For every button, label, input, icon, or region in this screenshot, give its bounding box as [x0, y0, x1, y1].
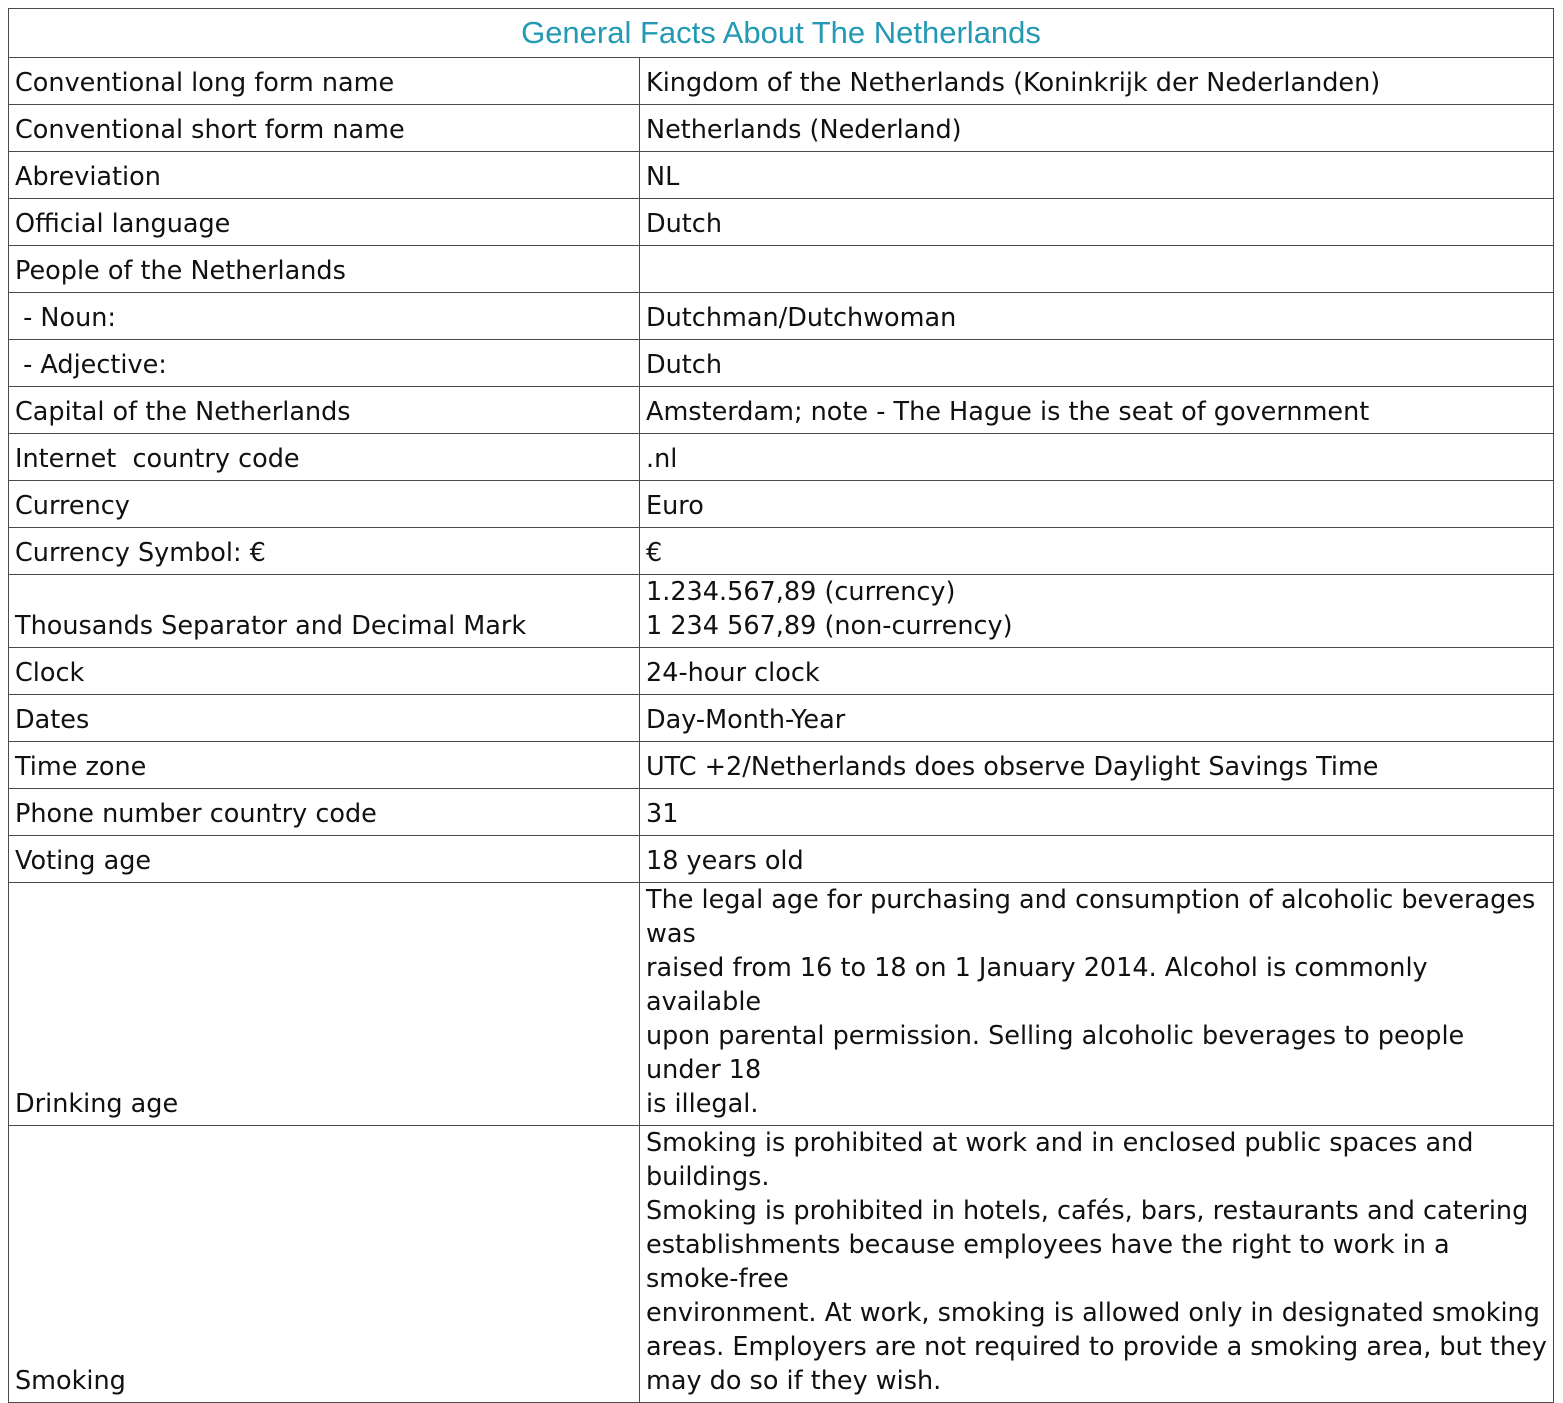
row-value: Dutchman/Dutchwoman [640, 293, 1554, 340]
title-row [9, 9, 1554, 58]
table-row [9, 695, 1554, 742]
row-label: Currency Symbol: € [9, 528, 640, 575]
row-label: Smoking [9, 1126, 640, 1403]
row-value: 24-hour clock [640, 648, 1554, 695]
table-title: General Facts About The Netherlands [9, 9, 1554, 58]
row-label: Conventional long form name [9, 58, 640, 105]
table-row [9, 742, 1554, 789]
table-row [9, 293, 1554, 340]
row-value: NL [640, 152, 1554, 199]
table-row [9, 481, 1554, 528]
table-row [9, 434, 1554, 481]
row-label: Internet country code [9, 434, 640, 481]
row-value: 31 [640, 789, 1554, 836]
row-label: Conventional short form name [9, 105, 640, 152]
row-label: - Adjective: [9, 340, 640, 387]
row-value [640, 246, 1554, 293]
row-label: Drinking age [9, 883, 640, 1126]
table-row [9, 575, 1554, 648]
row-label: Thousands Separator and Decimal Mark [9, 575, 640, 648]
table-row [9, 105, 1554, 152]
row-value: Euro [640, 481, 1554, 528]
row-value: € [640, 528, 1554, 575]
row-value: UTC +2/Netherlands does observe Daylight Savings Time [640, 742, 1554, 789]
row-label: Official language [9, 199, 640, 246]
row-label: Voting age [9, 836, 640, 883]
row-label: - Noun: [9, 293, 640, 340]
row-value: Dutch [640, 340, 1554, 387]
row-value: .nl [640, 434, 1554, 481]
table-row [9, 246, 1554, 293]
row-value: 1.234.567,89 (currency) 1 234 567,89 (non-currency) [640, 575, 1554, 648]
table-row [9, 528, 1554, 575]
row-label: Capital of the Netherlands [9, 387, 640, 434]
row-value: 18 years old [640, 836, 1554, 883]
table-row [9, 789, 1554, 836]
row-label: Time zone [9, 742, 640, 789]
row-value: The legal age for purchasing and consumption of alcoholic beverages was raised from 16 to 18 on 1 January 2014. Alcohol is commonly available upon parental permission. Selling alcoholic beverages to people under 18 is illegal. [640, 883, 1554, 1126]
table-row [9, 199, 1554, 246]
row-label: Clock [9, 648, 640, 695]
row-label: People of the Netherlands [9, 246, 640, 293]
row-value: Amsterdam; note - The Hague is the seat of government [640, 387, 1554, 434]
facts-table-body [9, 9, 1554, 1403]
table-row [9, 152, 1554, 199]
table-row [9, 340, 1554, 387]
row-label: Dates [9, 695, 640, 742]
table-row [9, 1126, 1554, 1403]
row-value: Netherlands (Nederland) [640, 105, 1554, 152]
row-label: Currency [9, 481, 640, 528]
table-row [9, 58, 1554, 105]
row-value: Smoking is prohibited at work and in enclosed public spaces and buildings. Smoking is prohibited in hotels, cafés, bars, restaurants and catering establishments because employees have the right to work in a smoke-free environment. At work, smoking is allowed only in designated smoking areas. Employers are not required to provide a smoking area, but they may do so if they wish. [640, 1126, 1554, 1403]
facts-table [8, 8, 1554, 1403]
table-row [9, 883, 1554, 1126]
row-value: Kingdom of the Netherlands (Koninkrijk der Nederlanden) [640, 58, 1554, 105]
row-value: Day-Month-Year [640, 695, 1554, 742]
table-row [9, 836, 1554, 883]
row-value: Dutch [640, 199, 1554, 246]
row-label: Abreviation [9, 152, 640, 199]
table-row [9, 648, 1554, 695]
table-row [9, 387, 1554, 434]
row-label: Phone number country code [9, 789, 640, 836]
